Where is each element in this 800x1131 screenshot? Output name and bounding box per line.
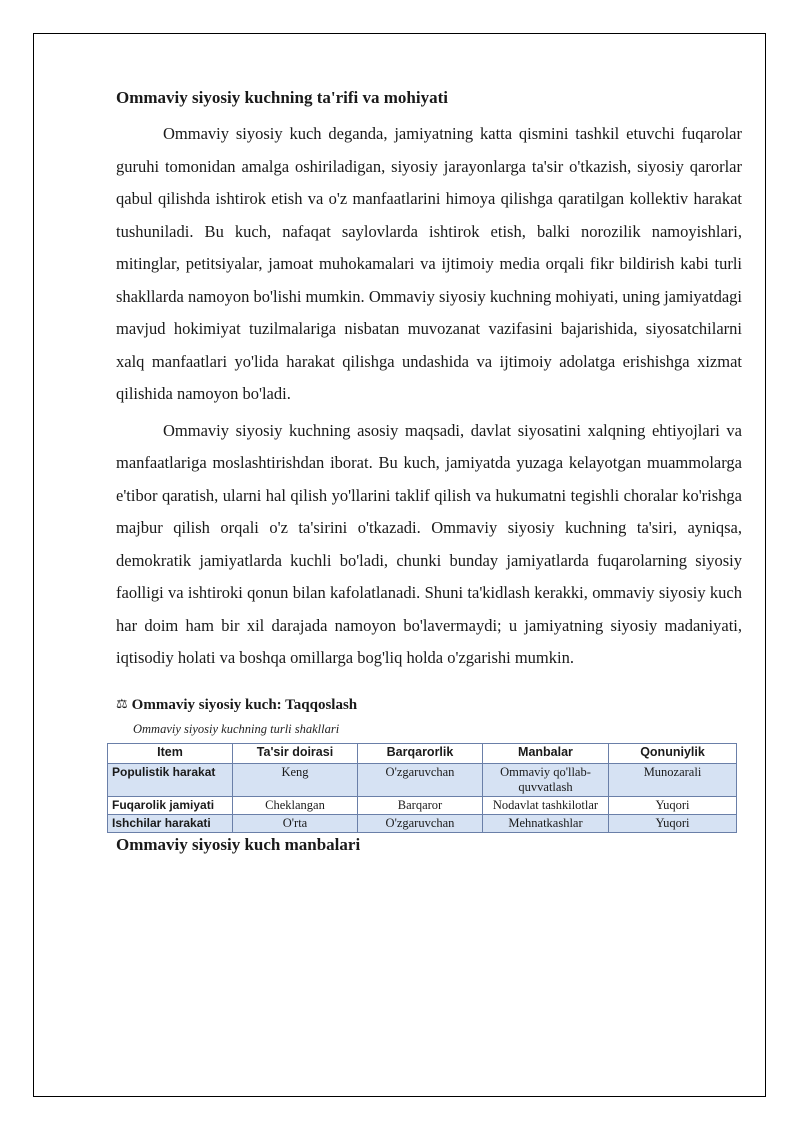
column-header: Qonuniylik [609,743,737,763]
table-cell: O'zgaruvchan [358,814,483,832]
document-content [112,86,742,865]
table-cell: O'zgaruvchan [358,763,483,796]
table-cell: Yuqori [609,814,737,832]
table-cell: O'rta [233,814,358,832]
table-cell: Mehnatkashlar [483,814,609,832]
table-row [108,814,737,832]
row-label: Populistik harakat [108,763,233,796]
row-label: Fuqarolik jamiyati [108,796,233,814]
table-row [108,763,737,796]
section-title: Ommaviy siyosiy kuch manbalari [116,834,361,854]
comparison-heading-text: Ommaviy siyosiy kuch: Taqqoslash [131,696,358,713]
comparison-table [107,743,737,833]
table-cell: Keng [233,763,358,796]
table-row [108,796,737,814]
paragraph: Ommaviy siyosiy kuch deganda, jamiyatning katta qismini tashkil etuvchi fuqarolar guruhi tomonidan amalga oshiriladigan, siyosiy jarayonlarga ta'sir o'tkazish, siyosiy qarorlar qabul qilishda ishtirok etish va o'z manfaatlarini himoya qilishga qaratilgan kollektiv harakat tushuniladi. Bu kuch, nafaqat saylovlarda ishtirok etish, balki norozilik namoyishlari, mitinglar, petitsiyalar, jamoat muhokamalari va ijtimoiy media orqali fikr bildirish kabi turli shakllarda namoyon bo'lishi mumkin. Ommaviy siyosiy kuchning mohiyati, uning jamiyatdagi mavjud hokimiyat tuzilmalariga nisbatan muvozanat vazifasini bajarishida, siyosatchilarni xalq manfaatlari yo'lida harakat qilishga undashida va ijtimoiy adolatga erishishga xizmat qilishida namoyon bo'ladi. [116,124,742,403]
column-header: Manbalar [483,743,609,763]
balance-scale-icon: ⚖ [116,696,128,712]
table-cell: Nodavlat tashkilotlar [483,796,609,814]
table-cell: Yuqori [609,796,737,814]
comparison-heading [116,695,742,715]
table-cell: Barqaror [358,796,483,814]
column-header: Item [108,743,233,763]
table-cell: Munozarali [609,763,737,796]
column-header: Barqarorlik [358,743,483,763]
table-cell: Ommaviy qo'llab-quvvatlash [483,763,609,796]
comparison-subtitle: Ommaviy siyosiy kuchning turli shakllari [133,721,340,736]
row-label: Ishchilar harakati [108,814,233,832]
column-header: Ta'sir doirasi [233,743,358,763]
table-cell: Cheklangan [233,796,358,814]
section-title: Ommaviy siyosiy kuchning ta'rifi va mohiyati [116,88,448,107]
paragraph: Ommaviy siyosiy kuchning asosiy maqsadi, davlat siyosatini xalqning ehtiyojlari va manfaatlariga moslashtirishdan iborat. Bu kuch, jamiyatda yuzaga kelayotgan muammolarga e'tibor qaratish, ularni hal qilish yo'llarini taklif qilish va hukumatni tegishli choralar ko'rishga majbur qilish orqali o'z ta'sirini o'tkazadi. Ommaviy siyosiy kuchning ta'siri, ayniqsa, demokratik jamiyatlarda kuchli bo'ladi, chunki bunday jamiyatlarda fuqarolarning siyosiy faolligi va ishtiroki qonun bilan kafolatlanadi. Shuni ta'kidlash kerakki, ommaviy siyosiy kuch har doim ham bir xil darajada namoyon bo'lavermaydi; u jamiyatning siyosiy madaniyati, iqtisodiy holati va boshqa omillarga bog'liq holda o'zgarishi mumkin. [116,420,742,667]
table-header-row [108,743,737,763]
